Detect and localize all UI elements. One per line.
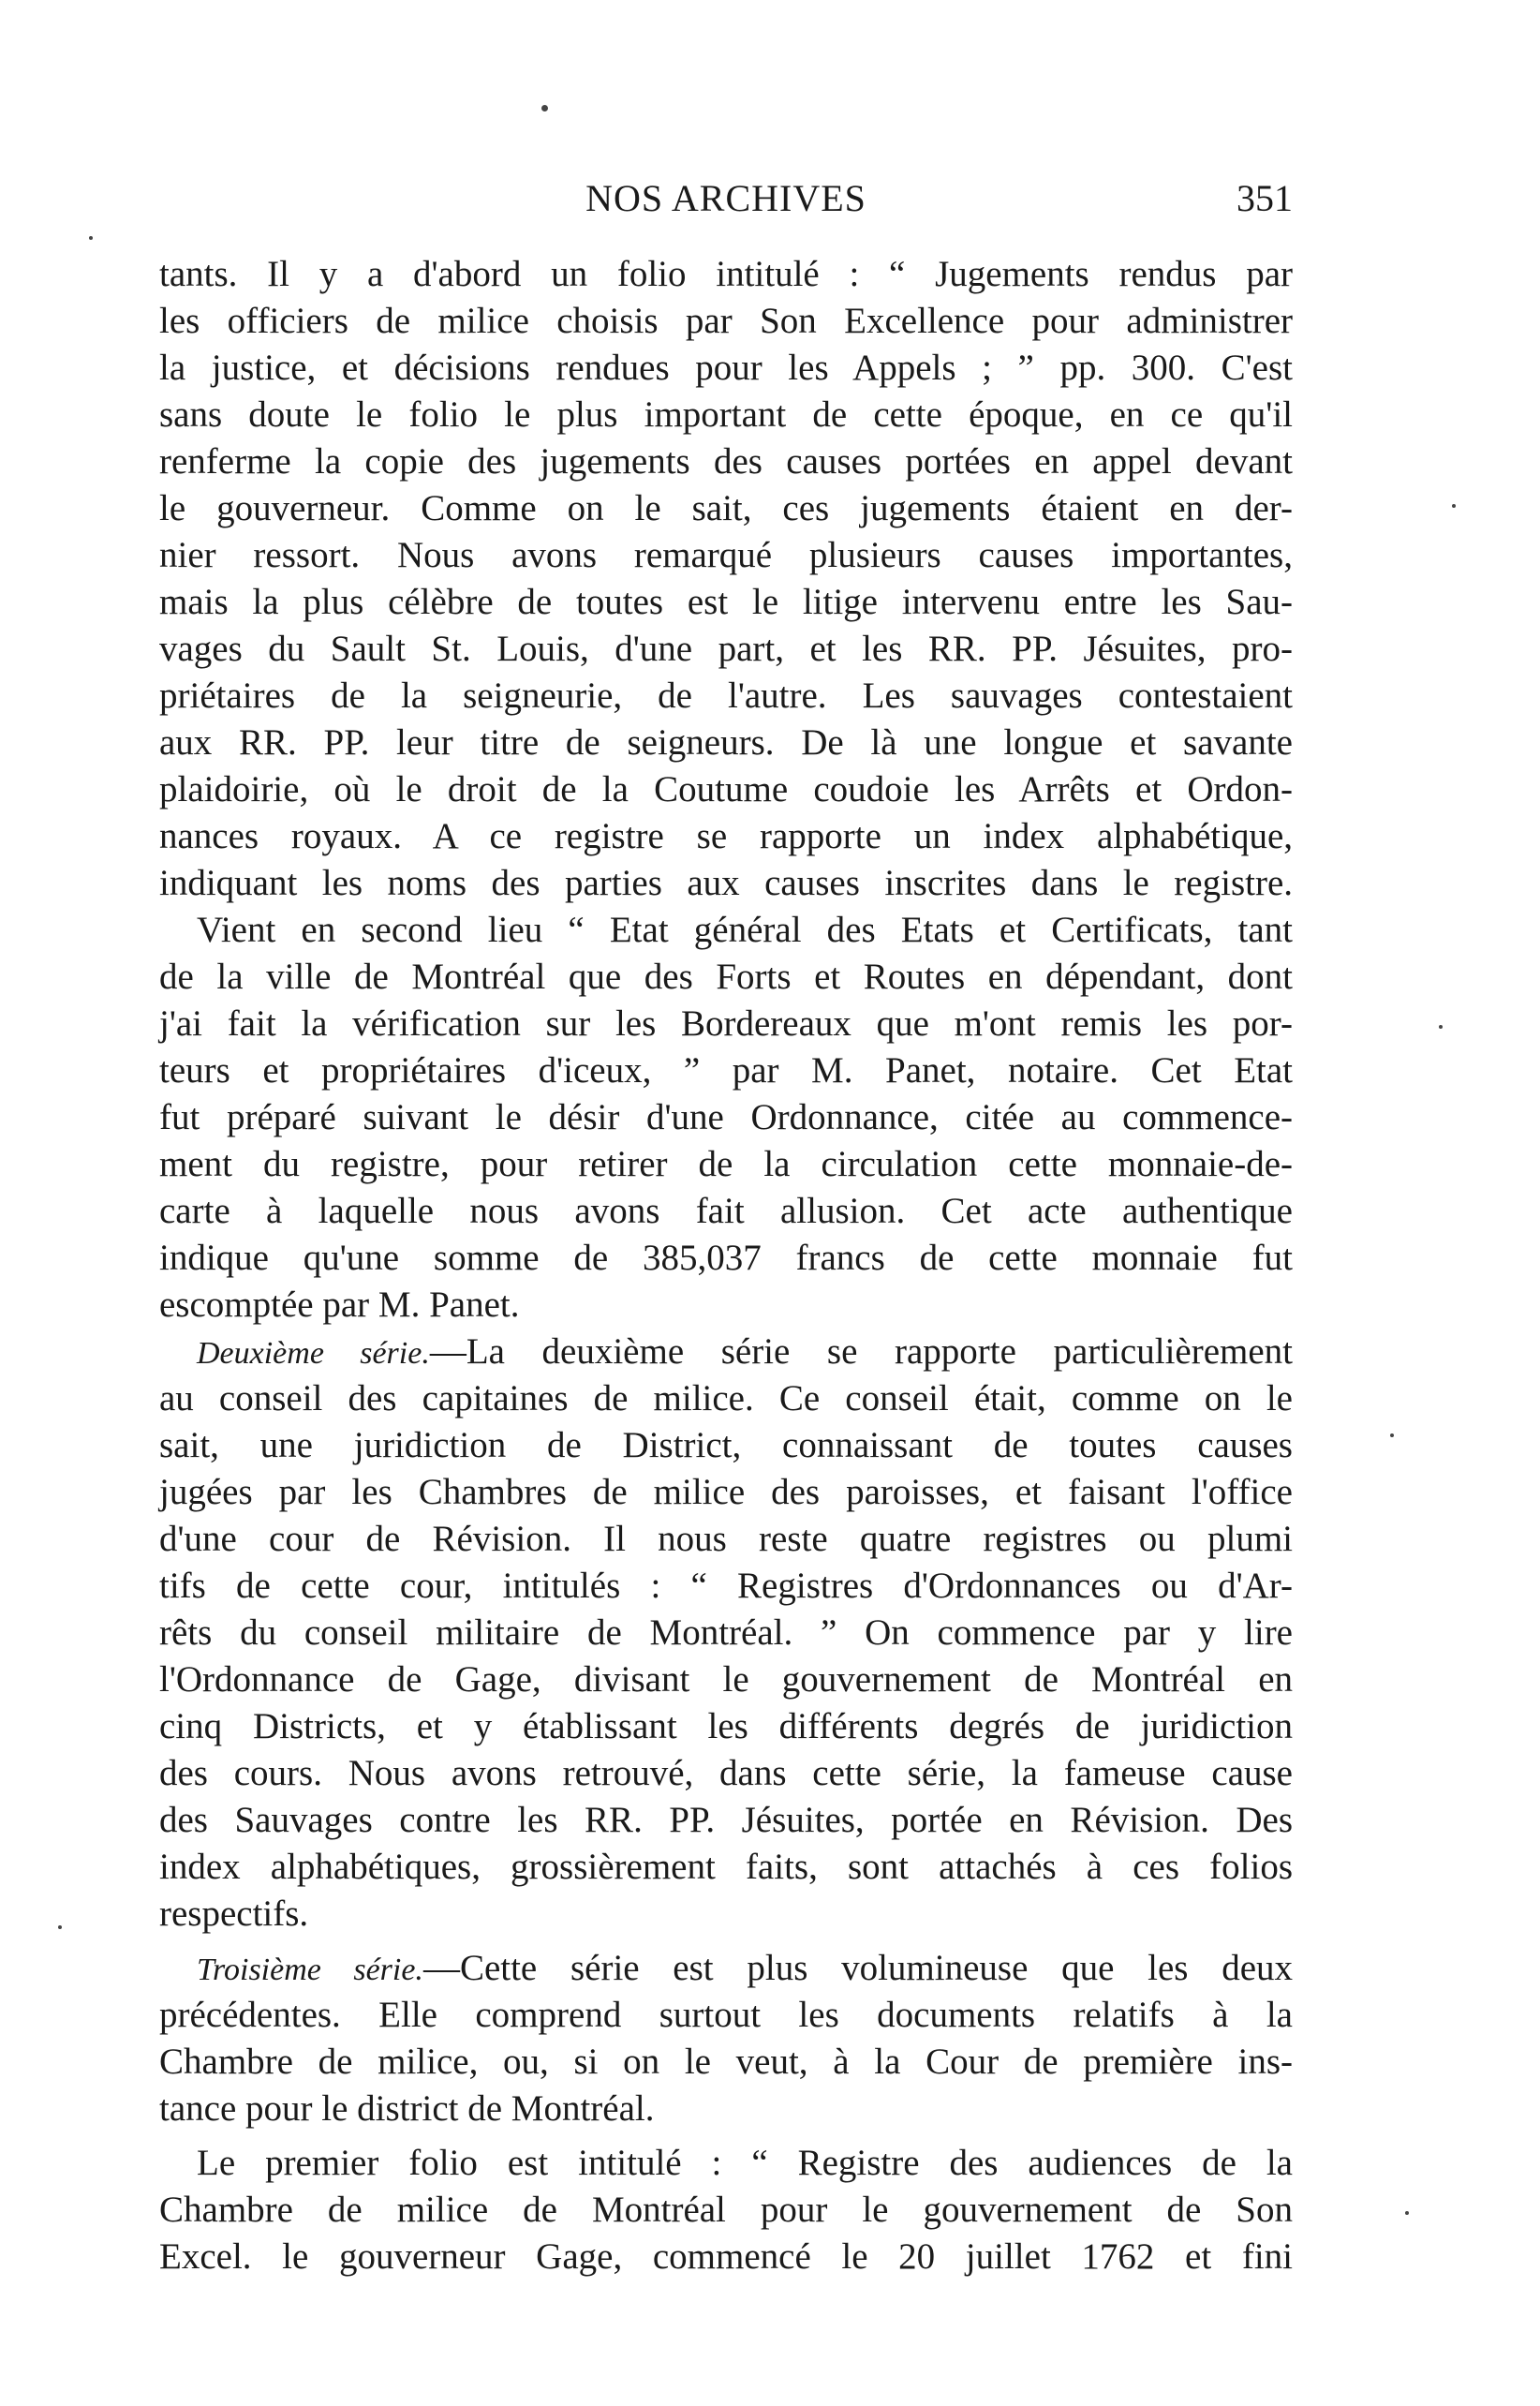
text-line: tifs de cette cour, intitulés : “ Registres d'Ordonnances ou d'Ar- [159,1566,1293,1606]
text-line: rêts du conseil militaire de Montréal. ” On commence par y lire [159,1612,1293,1653]
text-line: sait, une juridiction de District, connaissant de toutes causes [159,1425,1293,1465]
paragraph-5 [159,2140,1293,2280]
text-line: Le premier folio est intitulé : “ Registre des audiences de la [197,2143,1293,2183]
text-line: la justice, et décisions rendues pour les Appels ; ” pp. 300. C'est [159,348,1293,388]
text-line: Excel. le gouverneur Gage, commencé le 20 juillet 1762 et fini [159,2236,1293,2277]
text-line-rest: —La deuxième série se rapporte particulièrement [429,1331,1293,1372]
text-line: carte à laquelle nous avons fait allusion. Cet acte authentique [159,1191,1293,1231]
text-line: escomptée par M. Panet. [159,1285,520,1325]
page-header [159,176,1293,223]
text-line [159,1945,1293,1992]
text-line: mais la plus célèbre de toutes est le litige intervenu entre les Sau- [159,582,1293,622]
text-line: Chambre de milice de Montréal pour le gouvernement de Son [159,2190,1293,2230]
text-line: priétaires de la seigneurie, de l'autre. Les sauvages contestaient [159,676,1293,716]
text-line: ment du registre, pour retirer de la circulation cette monnaie-de- [159,1144,1293,1184]
text-line: des Sauvages contre les RR. PP. Jésuites, portée en Révision. Des [159,1800,1293,1840]
scan-speck [1405,2211,1409,2215]
paragraph-4 [159,1945,1293,2132]
text-line: le gouverneur. Comme on le sait, ces jugements étaient en der- [159,488,1293,528]
body-text [159,251,1293,2280]
text-line [159,1329,1293,1375]
scan-speck [541,105,548,111]
scan-speck [58,1925,62,1929]
text-line: fut préparé suivant le désir d'une Ordonnance, citée au commence- [159,1097,1293,1137]
text-line: Chambre de milice, ou, si on le veut, à la Cour de première ins- [159,2042,1293,2082]
text-line: plaidoirie, où le droit de la Coutume coudoie les Arrêts et Ordon- [159,769,1293,809]
section-heading: Deuxième série. [197,1336,430,1371]
text-line: teurs et propriétaires d'iceux, ” par M. Panet, notaire. Cet Etat [159,1050,1293,1091]
text-line: de la ville de Montréal que des Forts et Routes en dépendant, dont [159,957,1293,997]
text-line: jugées par les Chambres de milice des paroisses, et faisant l'office [159,1472,1293,1512]
section-heading: Troisième série. [197,1953,423,1987]
text-line: au conseil des capitaines de milice. Ce conseil était, comme on le [159,1378,1293,1418]
scan-speck [1439,1025,1443,1029]
text-line: d'une cour de Révision. Il nous reste quatre registres ou plumi [159,1519,1293,1559]
text-line: tants. Il y a d'abord un folio intitulé : “ Jugements rendus par [159,254,1293,294]
text-line: l'Ordonnance de Gage, divisant le gouvernement de Montréal en [159,1659,1293,1700]
paragraph-2 [159,907,1293,1329]
scan-speck [1390,1433,1394,1437]
text-line: cinq Districts, et y établissant les différents degrés de juridiction [159,1706,1293,1746]
text-line: aux RR. PP. leur titre de seigneurs. De là une longue et savante [159,722,1293,763]
text-line: j'ai fait la vérification sur les Bordereaux que m'ont remis les por- [159,1003,1293,1044]
text-line: Vient en second lieu “ Etat général des Etats et Certificats, tant [197,910,1293,950]
running-head: NOS ARCHIVES [585,177,866,219]
scan-speck [1452,504,1456,508]
text-line: précédentes. Elle comprend surtout les documents relatifs à la [159,1995,1293,2035]
text-line: nances royaux. A ce registre se rapporte un index alphabétique, [159,816,1293,856]
text-line: tance pour le district de Montréal. [159,2088,655,2129]
text-line: index alphabétiques, grossièrement faits, sont attachés à ces folios [159,1847,1293,1887]
text-line: indiquant les noms des parties aux causes inscrites dans le registre. [159,863,1293,903]
text-line: sans doute le folio le plus important de cette époque, en ce qu'il [159,394,1293,435]
scan-speck [89,236,93,240]
paragraph-3 [159,1329,1293,1938]
text-line: des cours. Nous avons retrouvé, dans cette série, la fameuse cause [159,1753,1293,1793]
text-line: vages du Sault St. Louis, d'une part, et les RR. PP. Jésuites, pro- [159,629,1293,669]
paragraph-1 [159,251,1293,907]
text-line: renferme la copie des jugements des causes portées en appel devant [159,441,1293,482]
text-line: indique qu'une somme de 385,037 francs de cette monnaie fut [159,1238,1293,1278]
page-number: 351 [1236,177,1293,219]
text-line-rest: —Cette série est plus volumineuse que les deux [422,1948,1294,1988]
text-line: nier ressort. Nous avons remarqué plusieurs causes importantes, [159,535,1293,575]
text-line: les officiers de milice choisis par Son Excellence pour administrer [159,301,1293,341]
text-line: respectifs. [159,1894,309,1934]
